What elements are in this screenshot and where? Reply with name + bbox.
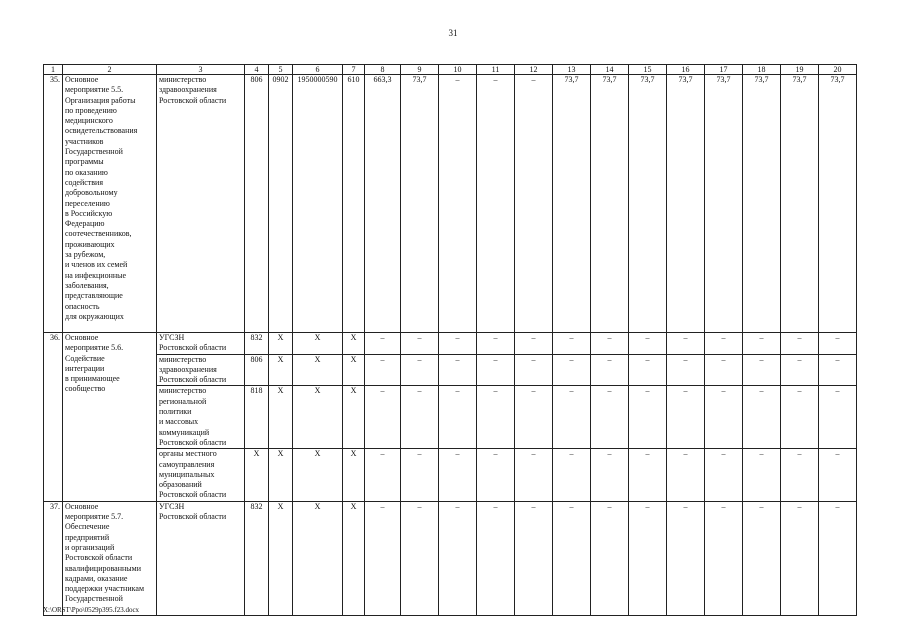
column-header-cell: 11: [477, 65, 515, 75]
activity-line: предприятий: [65, 532, 110, 542]
value-cell: –: [515, 354, 553, 386]
activity-line: Основное: [65, 75, 99, 84]
table-row: [44, 501, 857, 615]
value-cell: –: [439, 354, 477, 386]
value-cell: –: [477, 501, 515, 615]
activity-description: [63, 75, 157, 333]
executor-line: коммуникаций: [159, 427, 210, 437]
value-cell: –: [591, 333, 629, 355]
budget-table: [43, 64, 857, 616]
value-cell: Х: [245, 449, 269, 501]
column-header-cell: 15: [629, 65, 667, 75]
value-cell: –: [401, 501, 439, 615]
activity-line: Федерацию: [65, 219, 105, 229]
column-header-cell: 6: [293, 65, 343, 75]
executor-line: самоуправления: [159, 459, 215, 469]
value-cell: –: [629, 449, 667, 501]
value-cell: –: [553, 333, 591, 355]
value-cell: –: [553, 354, 591, 386]
value-cell: 73,7: [401, 75, 439, 333]
value-cell: –: [365, 354, 401, 386]
value-cell: –: [439, 333, 477, 355]
file-path-footer: X:\ORST\Ppo\0529p395.f23.docx: [43, 606, 140, 614]
value-cell: –: [365, 333, 401, 355]
value-cell: –: [667, 386, 705, 449]
activity-line: Основное: [65, 501, 99, 511]
executor-line: политики: [159, 407, 192, 417]
activity-description: [63, 333, 157, 502]
executor-line: Ростовской области: [159, 343, 227, 353]
value-cell: –: [553, 501, 591, 615]
value-cell: –: [781, 354, 819, 386]
value-cell: 663,3: [365, 75, 401, 333]
value-cell: –: [401, 354, 439, 386]
activity-line: Основное: [65, 333, 99, 342]
value-cell: 806: [245, 75, 269, 333]
page-number: 31: [448, 28, 458, 38]
value-cell: –: [439, 501, 477, 615]
value-cell: –: [667, 333, 705, 355]
executor-line: министерство: [159, 386, 207, 396]
value-cell: –: [401, 449, 439, 501]
value-cell: –: [515, 386, 553, 449]
activity-line: кадрами, оказание: [65, 573, 128, 583]
value-cell: Х: [343, 333, 365, 355]
value-cell: –: [477, 333, 515, 355]
value-cell: 73,7: [667, 75, 705, 333]
value-cell: Х: [293, 333, 343, 355]
column-header-cell: 20: [819, 65, 857, 75]
activity-line: Ростовской области: [65, 553, 133, 563]
executor-line: здравоохранения: [159, 85, 217, 95]
value-cell: –: [819, 386, 857, 449]
value-cell: Х: [343, 449, 365, 501]
value-cell: –: [819, 449, 857, 501]
value-cell: –: [515, 333, 553, 355]
executor-line: Ростовской области: [159, 95, 227, 105]
executor-cell: [157, 354, 245, 386]
value-cell: 832: [245, 333, 269, 355]
activity-line: мероприятие 5.5.: [65, 85, 124, 95]
activity-line: переселению: [65, 198, 110, 208]
value-cell: –: [477, 386, 515, 449]
value-cell: Х: [343, 354, 365, 386]
activity-description: [63, 501, 157, 615]
column-header-cell: 7: [343, 65, 365, 75]
value-cell: –: [667, 449, 705, 501]
value-cell: Х: [269, 386, 293, 449]
value-cell: –: [629, 386, 667, 449]
value-cell: –: [781, 501, 819, 615]
executor-cell: [157, 75, 245, 333]
executor-line: УГСЗН: [159, 501, 185, 511]
activity-line: Содействие: [65, 353, 105, 363]
activity-line: медицинского: [65, 116, 113, 126]
executor-line: Ростовской области: [159, 490, 227, 500]
executor-line: и массовых: [159, 417, 199, 427]
column-header-cell: 1: [44, 65, 63, 75]
column-header-cell: 3: [157, 65, 245, 75]
value-cell: –: [591, 354, 629, 386]
table-row: [44, 449, 857, 501]
value-cell: –: [439, 75, 477, 333]
value-cell: Х: [293, 501, 343, 615]
value-cell: –: [819, 501, 857, 615]
value-cell: –: [743, 449, 781, 501]
value-cell: –: [743, 354, 781, 386]
value-cell: –: [515, 501, 553, 615]
activity-line: представляющие: [65, 291, 123, 301]
column-header-cell: 12: [515, 65, 553, 75]
value-cell: –: [667, 501, 705, 615]
table-row: [44, 75, 857, 333]
value-cell: –: [819, 354, 857, 386]
activity-line: в принимающее: [65, 374, 120, 384]
row-number: 36.: [44, 333, 63, 502]
value-cell: –: [477, 449, 515, 501]
executor-line: образований: [159, 480, 202, 490]
activity-line: участников: [65, 136, 104, 146]
column-number-header: [44, 65, 857, 75]
table-row: [44, 354, 857, 386]
column-header-cell: 19: [781, 65, 819, 75]
executor-line: муниципальных: [159, 469, 215, 479]
value-cell: –: [591, 449, 629, 501]
value-cell: –: [667, 354, 705, 386]
executor-line: министерство: [159, 354, 207, 364]
value-cell: Х: [269, 354, 293, 386]
activity-line: в Российскую: [65, 208, 113, 218]
value-cell: –: [515, 75, 553, 333]
value-cell: –: [439, 449, 477, 501]
value-cell: –: [591, 386, 629, 449]
executor-line: Ростовской области: [159, 512, 227, 522]
value-cell: –: [477, 75, 515, 333]
activity-line: заболевания,: [65, 280, 109, 290]
value-cell: –: [401, 386, 439, 449]
value-cell: –: [705, 501, 743, 615]
activity-line: по проведению: [65, 105, 117, 115]
value-cell: –: [743, 501, 781, 615]
activity-line: по оказанию: [65, 167, 108, 177]
value-cell: –: [365, 501, 401, 615]
activity-line: для окружающих: [65, 311, 124, 321]
activity-line: опасность: [65, 301, 100, 311]
value-cell: –: [629, 333, 667, 355]
value-cell: –: [705, 354, 743, 386]
activity-line: мероприятие 5.6.: [65, 343, 124, 353]
executor-cell: [157, 386, 245, 449]
value-cell: 1950000590: [293, 75, 343, 333]
value-cell: Х: [293, 386, 343, 449]
value-cell: –: [553, 449, 591, 501]
value-cell: –: [819, 333, 857, 355]
table-row: [44, 386, 857, 449]
activity-line: мероприятие 5.7.: [65, 512, 124, 522]
executor-line: региональной: [159, 396, 207, 406]
value-cell: 832: [245, 501, 269, 615]
value-cell: Х: [269, 333, 293, 355]
column-header-cell: 10: [439, 65, 477, 75]
value-cell: –: [781, 449, 819, 501]
executor-line: УГСЗН: [159, 333, 185, 342]
value-cell: 73,7: [629, 75, 667, 333]
value-cell: 818: [245, 386, 269, 449]
column-header-cell: 4: [245, 65, 269, 75]
value-cell: –: [515, 449, 553, 501]
value-cell: –: [705, 449, 743, 501]
activity-line: добровольному: [65, 188, 118, 198]
value-cell: 73,7: [743, 75, 781, 333]
value-cell: –: [781, 386, 819, 449]
activity-line: программы: [65, 157, 104, 167]
row-number: 35.: [44, 75, 63, 333]
activity-line: и членов их семей: [65, 260, 128, 270]
executor-cell: [157, 333, 245, 355]
value-cell: –: [401, 333, 439, 355]
activity-line: поддержки участникам: [65, 584, 144, 594]
value-cell: 73,7: [553, 75, 591, 333]
activity-line: квалифицированными: [65, 563, 141, 573]
value-cell: Х: [293, 449, 343, 501]
table-row: [44, 333, 857, 355]
column-header-cell: 16: [667, 65, 705, 75]
column-header-cell: 17: [705, 65, 743, 75]
value-cell: Х: [343, 501, 365, 615]
activity-line: за рубежом,: [65, 250, 106, 260]
activity-line: и организаций: [65, 542, 115, 552]
value-cell: –: [743, 386, 781, 449]
value-cell: –: [705, 333, 743, 355]
value-cell: Х: [293, 354, 343, 386]
value-cell: Х: [343, 386, 365, 449]
activity-line: Организация работы: [65, 95, 136, 105]
value-cell: Х: [269, 449, 293, 501]
value-cell: 0902: [269, 75, 293, 333]
column-header-cell: 5: [269, 65, 293, 75]
activity-line: сообщество: [65, 384, 106, 394]
value-cell: –: [365, 386, 401, 449]
value-cell: –: [743, 333, 781, 355]
value-cell: –: [629, 354, 667, 386]
executor-line: Ростовской области: [159, 375, 227, 385]
column-header-cell: 18: [743, 65, 781, 75]
executor-line: Ростовской области: [159, 437, 227, 447]
column-header-cell: 14: [591, 65, 629, 75]
value-cell: –: [705, 386, 743, 449]
activity-line: интеграции: [65, 363, 105, 373]
value-cell: 73,7: [819, 75, 857, 333]
activity-line: Государственной: [65, 147, 123, 157]
value-cell: –: [365, 449, 401, 501]
column-header-cell: 13: [553, 65, 591, 75]
value-cell: 610: [343, 75, 365, 333]
value-cell: –: [439, 386, 477, 449]
value-cell: –: [629, 501, 667, 615]
activity-line: содействия: [65, 177, 104, 187]
executor-cell: [157, 501, 245, 615]
value-cell: 73,7: [705, 75, 743, 333]
activity-line: соотечественников,: [65, 229, 132, 239]
executor-line: органы местного: [159, 449, 217, 459]
value-cell: 73,7: [781, 75, 819, 333]
activity-line: на инфекционные: [65, 270, 127, 280]
value-cell: –: [781, 333, 819, 355]
value-cell: 806: [245, 354, 269, 386]
activity-line: проживающих: [65, 239, 115, 249]
column-header-cell: 2: [63, 65, 157, 75]
value-cell: –: [553, 386, 591, 449]
value-cell: 73,7: [591, 75, 629, 333]
value-cell: –: [477, 354, 515, 386]
column-header-cell: 8: [365, 65, 401, 75]
row-number: 37.: [44, 501, 63, 615]
activity-line: Государственной: [65, 594, 123, 604]
executor-cell: [157, 449, 245, 501]
activity-line: Обеспечение: [65, 522, 110, 532]
value-cell: Х: [269, 501, 293, 615]
value-cell: –: [591, 501, 629, 615]
executor-line: здравоохранения: [159, 364, 217, 374]
column-header-cell: 9: [401, 65, 439, 75]
executor-line: министерство: [159, 75, 207, 84]
activity-line: освидетельствования: [65, 126, 138, 136]
